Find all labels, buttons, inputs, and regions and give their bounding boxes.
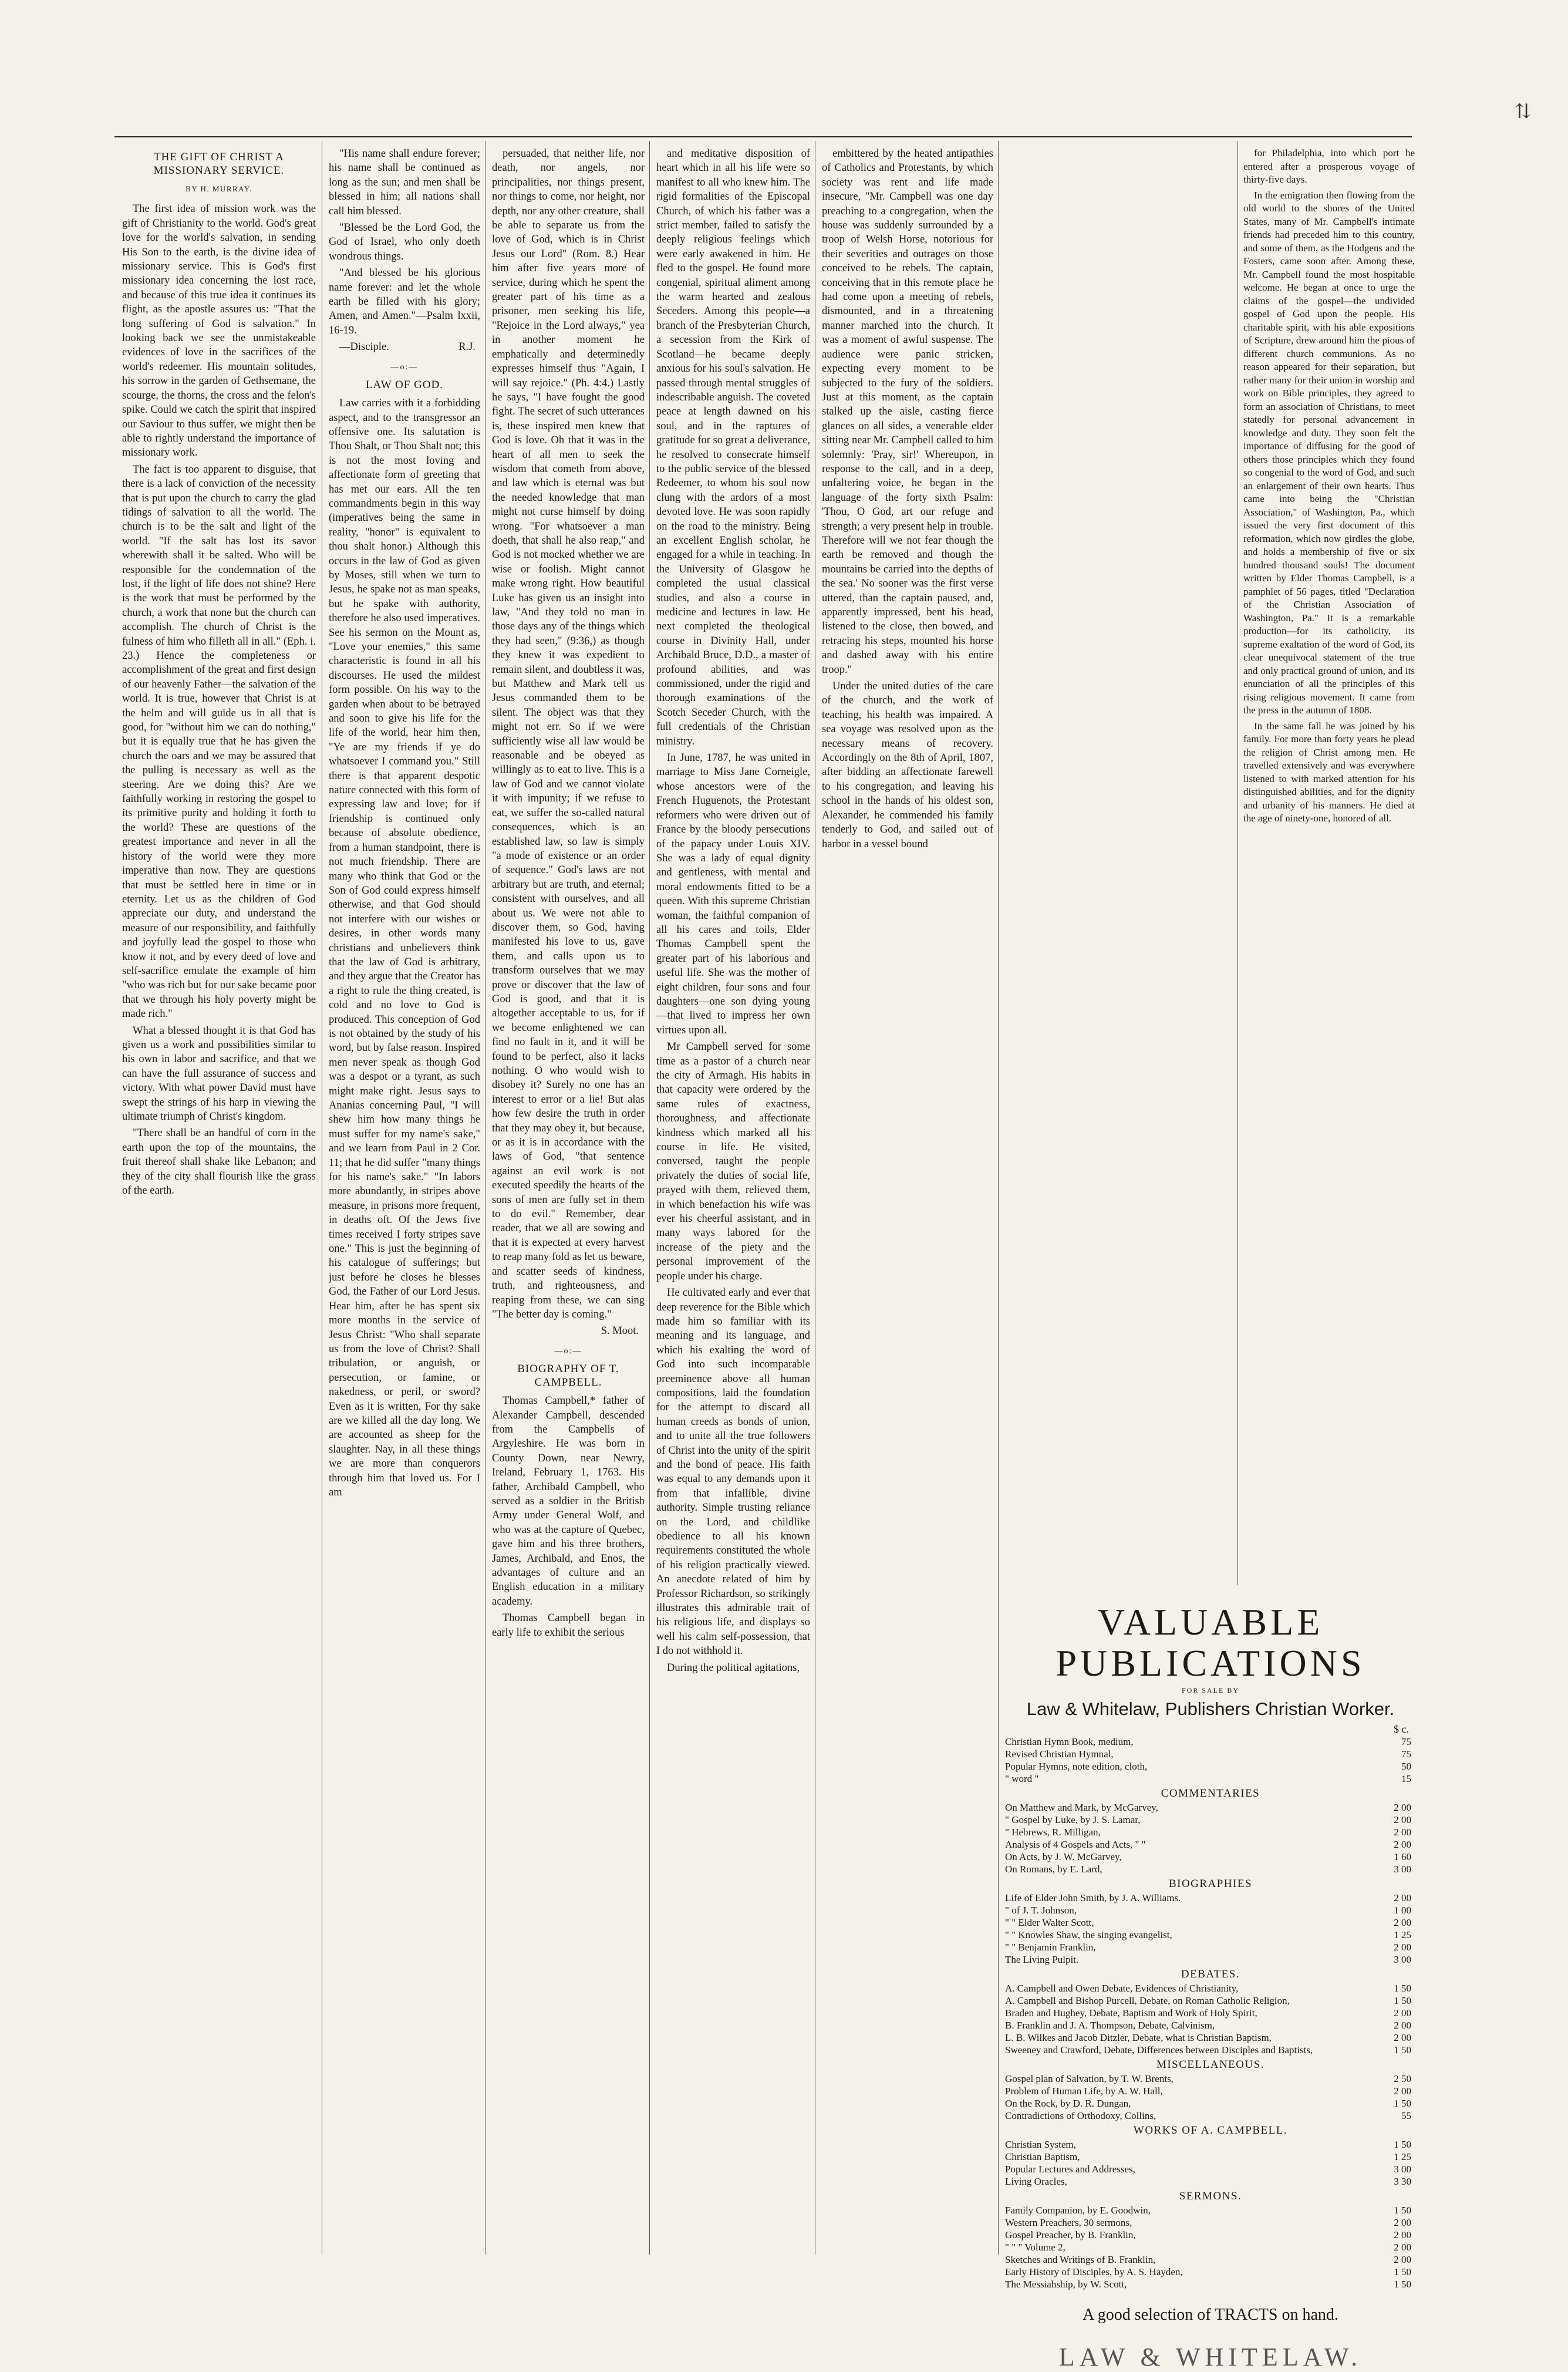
book-entry (1005, 1953, 1416, 1966)
book-entry (1005, 2097, 1416, 2110)
book-entry (1005, 2019, 1416, 2031)
book-price: 1 25 (1394, 2151, 1411, 2162)
book-title: Christian Hymn Book, medium, (1005, 1736, 1134, 1747)
paragraph: "And blessed be his glorious name forever: and let the whole earth be filled with his glory; Amen, and Amen."—Psalm lxxii, 16-19. (329, 267, 480, 336)
book-title: On Romans, by E. Lard, (1005, 1864, 1102, 1875)
column-divider (998, 141, 999, 2255)
paragraph: for Philadelphia, into which port he entered after a prosperous voyage of thirty-five days. (1243, 147, 1415, 185)
book-price: 2 00 (1394, 1814, 1411, 1825)
paragraph: "There shall be an handful of corn in the earth upon the top of the mountains, the fruit thereof shall shake like Lebanon; and they of the city shall flourish like the grass of the earth. (122, 1127, 316, 1197)
book-title: A. Campbell and Owen Debate, Evidences of Christianity, (1005, 1983, 1239, 1994)
book-list (1005, 1892, 1416, 1966)
book-price: 1 50 (1394, 2266, 1411, 2277)
book-entry (1005, 1748, 1416, 1760)
book-entry (1005, 2163, 1416, 2175)
book-title: Analysis of 4 Gospels and Acts, " " (1005, 1839, 1146, 1850)
signature: S. Moot. (601, 1325, 639, 1337)
column-6 (1243, 147, 1415, 1591)
book-title: Gospel Preacher, by B. Franklin, (1005, 2229, 1136, 2240)
book-price: 2 00 (1394, 1892, 1411, 1903)
ad-for-sale: FOR SALE BY (1181, 1686, 1239, 1694)
book-entry (1005, 2278, 1416, 2290)
section-separator: —o:— (554, 1346, 582, 1356)
book-entry (1005, 2216, 1416, 2229)
book-price: 2 00 (1394, 1942, 1411, 1953)
book-price: 75 (1401, 1736, 1411, 1747)
book-price: 2 00 (1394, 2217, 1411, 2228)
paragraph: He cultivated early and ever that deep reverence for the Bible which made him so familiar with its meaning and its language, and which his exalting the word of God into such incomparable preeminence above all human compositions, laid the foundation for the attempt to discard all human creeds as bonds of union, and to unite all the true followers of Christ into the unity of the spirit and the bond of peace. His faith was equal to any demands upon it from that infallible, divine authority. Simple trusting reliance on the Lord, and childlike obedience to all his known requirements constituted the whole of his religion practically viewed. An anecdote related of him by Professor Richardson, so strikingly illustrates this admirable trait of his religious life, and displays so well his calm self-possession, that I do not withhold it. (656, 1287, 810, 1657)
book-price: 55 (1401, 2110, 1411, 2121)
column-2 (329, 147, 480, 2237)
book-title: Problem of Human Life, by A. W. Hall, (1005, 2085, 1163, 2097)
book-title: Christian Baptism, (1005, 2151, 1080, 2162)
book-entry (1005, 1801, 1416, 1814)
book-entry (1005, 1904, 1416, 1916)
book-entry (1005, 1826, 1416, 1838)
ad-title: VALUABLE PUBLICATIONS (1056, 1601, 1365, 1684)
paragraph: "Blessed be the Lord God, the God of Israel, who only doeth wondrous things. (329, 222, 480, 262)
book-price: 2 50 (1394, 2073, 1411, 2084)
section-heading: SERMONS. (1179, 2190, 1242, 2202)
book-title: " " Elder Walter Scott, (1005, 1917, 1094, 1928)
paragraph: The first idea of mission work was the gift of Christianity to the world. God's great love for the world's salvation, in sending His Son to the earth, is the divine idea of missionary service. This is God's first missionary idea concerning the lost race, and because of this true idea it continues its flight, as the apostle assures us: "That the long suffering of God is salvation." In looking back we see the unmistakeable evidences of love in the sacrifices of the world's redeemer. His mountain solitudes, his sorrow in the garden of Gethsemane, the scourge, the thorns, the cross and the felon's spike. Could we catch the spirit that inspired our Saviour to thus suffer, we might then be able to rightly understand the importance of missionary work. (122, 203, 316, 459)
book-price: 1 25 (1394, 1929, 1411, 1940)
book-price: 2 00 (1394, 1839, 1411, 1850)
book-entry (1005, 1814, 1416, 1826)
book-entry (1005, 1929, 1416, 1941)
book-entry (1005, 2229, 1416, 2241)
column-divider (649, 141, 650, 2255)
book-price: 2 00 (1394, 2020, 1411, 2031)
book-entry (1005, 1851, 1416, 1863)
paragraph: During the political agitations, (667, 1662, 800, 1674)
book-price: 1 50 (1394, 2139, 1411, 2150)
book-title: Popular Lectures and Addresses, (1005, 2164, 1135, 2175)
section-separator: —o:— (390, 362, 419, 372)
paragraph: Thomas Campbell began in early life to exhibit the serious (492, 1612, 645, 1639)
book-price: 2 00 (1394, 1917, 1411, 1928)
paragraph: In the emigration then flowing from the old world to the shores of the United States, many of Mr. Campbell's intimate friends had preceded him to this country, and some of them, as the Hodgens and the Fosters, came soon after. Among these, Mr. Campbell found the most hospitable welcome. He began at once to urge the claims of the gospel—the undivided gospel of God upon the people. His charitable spirit, with his able expositions of Scripture, drew around him the pious of different church communions. As no reason appeared for their separation, but rather many for their union in worship and work on Bible principles, they agreed to form an association of Christians, to meet statedly for personal advancement in knowledge and duty. They soon felt the importance of diffusing for the good of others those principles which they found so congenial to the word of God, and such an enlargement of their own hearts. Thus came into being the "Christian Association," of Washington, Pa., which issued the very first document of this reformation, which now girdles the globe, and holds a membership of five or six hundred thousand souls! The document written by Elder Thomas Campbell, is a pamphlet of 56 pages, titled "Declaration of the Christian Association of Washington, Pa." It is a remarkable production—for its catholicity, its supreme exaltation of the word of God, its clear unequivocal statement of the true and only practical ground of union, and its enunciation of all the principles of this rising religious movement. It came from the press in the autumn of 1808. (1243, 189, 1415, 716)
article-title: LAW OF GOD. (365, 379, 444, 392)
column-3 (492, 147, 645, 2237)
book-entry (1005, 1863, 1416, 1875)
top-rule (114, 136, 1412, 137)
book-entry (1005, 2253, 1416, 2266)
book-title: On Matthew and Mark, by McGarvey, (1005, 1802, 1158, 1813)
column-5 (822, 147, 993, 1591)
book-entry (1005, 1773, 1416, 1785)
book-price: 2 00 (1394, 2229, 1411, 2240)
book-price: 1 50 (1394, 2279, 1411, 2290)
paragraph: Law carries with it a forbidding aspect, and to the transgressor an offensive one. Its salutation is Thou Shalt, or Thou Shalt not; this is not the most loving and affectionate form of greeting that has met our ears. All the ten commandments begin in this way (imperatives being the same in reality, "honor" is equivalent to thou shalt honor.) Although this occurs in the law of God as given by Moses, still when we turn to Jesus, he spake not as man speaks, but he spake with authority, therefore he also used imperatives. See his sermon on the Mount as, "Love your enemies," this same characteristic is found in all his discourses. He used the mildest form possible. On his way to the garden when about to be betrayed and soon to give his life for the life of the world, hear him then, "Ye are my friends if ye do whatsoever I command you." Still there is that apparent despotic nature connected with this form of expressing law and love; for if friendship is continued only because of absolute obedience, from a human standpoint, there is not much friendship. There are many who think that God or the Son of God could express himself otherwise, and that God should not interfere with our wishes or desires, in other words many christians and unbelievers think that the law of God is arbitrary, and they argue that the Creator has a right to rule the thing created, is cold and no love to God is produced. This conception of God is not obtained by the study of his word, but by false reason. Inspired men never speak as though God was a despot or a tyrant, as such might make right. Jesus says to Ananias concerning Paul, "I will shew him how many things he must suffer for my name's sake," and we learn from Paul in 2 Cor. 11; that he did suffer "many things for his name's sake." "In labors more abundantly, in stripes above measure, in prisons more frequent, in deaths oft. Of the Jews five times received I forty stripes save one." This is just the beginning of his catalogue of sufferings; but just before he closes he blesses God, the Father of our Lord Jesus. Hear him, after he has spent six more months in the service of Jesus Christ: "Who shall separate us from the love of Christ? Shall tribulation, or anguish, or persecution, or famine, or nakedness, or peril, or sword? Even as it is written, For thy sake are we killed all the day long. We are accounted as sheep for the slaughter. Nay, in all these things we are more than conquerors through him that loved us. For I am (329, 397, 480, 1498)
section-heading: WORKS OF A. CAMPBELL. (1133, 2124, 1288, 2137)
column-4 (656, 147, 810, 2237)
book-entry (1005, 1916, 1416, 1929)
author-initials: R.J. (458, 341, 476, 353)
paragraph: and meditative disposition of heart which in all his life were so manifest to all who knew him. The rigid formalities of the Episcopal Church, of which his father was a strict member, failed to satisfy the deeply religious feelings which were early awakened in him. He fled to the gospel. He found more congenial, spiritual aliment among the warm hearted and zealous Seceders. Among this people—a branch of the Presbyterian Church, a secession from the Kirk of Scotland—he became deeply anxious for his soul's salvation. He passed through mental struggles of indescribable anguish. The coveted peace at length dawned on his soul, and in the raptures of gratitude for so great a deliverance, he resolved to consecrate himself to the public service of the blessed Redeemer, to whom his soul now clung with the ardors of a most devoted love. He was soon rapidly on the road to the ministry. Being an excellent English scholar, he engaged for a while in teaching. In the University of Glasgow he completed the usual classical studies, and also a course in medicine and lectures in law. He next completed the theological course in Divinity Hall, under Archibald Bruce, D.D., a master of profound abilities, and was commissioned, under the rigid and thorough examinations of the Scotch Seceder Church, with the full credentials of the Christian ministry. (656, 148, 810, 747)
book-title: L. B. Wilkes and Jacob Ditzler, Debate, what is Christian Baptism, (1005, 2032, 1272, 2043)
book-price: 1 50 (1394, 1995, 1411, 2006)
column-divider (1237, 141, 1238, 1585)
book-price: 3 30 (1394, 2176, 1411, 2187)
paragraph: "His name shall endure forever; his name shall be continued as long as the sun; and men shall be blessed in him; all nations shall call him blessed. (329, 148, 480, 217)
article-title: BIOGRAPHY OF T. CAMPBELL. (517, 1363, 619, 1389)
tracts-notice: A good selection of TRACTS on hand. (1083, 2306, 1338, 2324)
book-price: 1 50 (1394, 2205, 1411, 2216)
book-entry (1005, 2110, 1416, 2122)
book-title: " " Benjamin Franklin, (1005, 1942, 1096, 1953)
book-title: " word " (1005, 1773, 1039, 1784)
book-price: 75 (1401, 1748, 1411, 1760)
book-price: 2 00 (1394, 2032, 1411, 2043)
article-title: THE GIFT OF CHRIST A MISSIONARY SERVICE. (153, 151, 285, 177)
book-price: 50 (1401, 1761, 1411, 1772)
book-entry (1005, 2031, 1416, 2044)
book-entry (1005, 2266, 1416, 2278)
book-price: 2 00 (1394, 2085, 1411, 2097)
book-entry (1005, 2073, 1416, 2085)
book-entry (1005, 2085, 1416, 2097)
paragraph: Thomas Campbell,* father of Alexander Campbell, descended from the Campbells of Argyleshire. He was born in County Down, near Newry, Ireland, February 1, 1763. His father, Archibald Campbell, who served as a soldier in the British Army under General Wolf, and who was at the capture of Quebec, gave him and his three brothers, James, Archibald, and Enos, the advantages of culture and an English education in a military academy. (492, 1395, 645, 1608)
source-credit: —Disciple. (339, 341, 389, 353)
book-title: On Acts, by J. W. McGarvey, (1005, 1851, 1122, 1862)
book-price: 1 50 (1394, 1983, 1411, 1994)
book-price: 2 00 (1394, 2007, 1411, 2019)
book-price: 1 50 (1394, 2044, 1411, 2056)
book-list (1005, 2073, 1416, 2122)
book-title: " " " Volume 2, (1005, 2242, 1065, 2253)
book-title: Life of Elder John Smith, by J. A. Williams. (1005, 1892, 1181, 1903)
book-title: Living Oracles, (1005, 2176, 1067, 2187)
book-price: 3 00 (1394, 1954, 1411, 1965)
byline: BY H. MURRAY. (186, 184, 252, 193)
book-price: 1 60 (1394, 1851, 1411, 1862)
book-list (1005, 2138, 1416, 2188)
book-title: Family Companion, by E. Goodwin, (1005, 2205, 1151, 2216)
book-price: 2 00 (1394, 2254, 1411, 2265)
book-title: Western Preachers, 30 sermons, (1005, 2217, 1132, 2228)
section-heading: MISCELLANEOUS. (1156, 2058, 1265, 2071)
book-entry (1005, 1982, 1416, 1994)
book-title: Sweeney and Crawford, Debate, Differences between Disciples and Baptists, (1005, 2044, 1313, 2056)
book-title: The Living Pulpit. (1005, 1954, 1079, 1965)
book-title: Gospel plan of Salvation, by T. W. Brents, (1005, 2073, 1174, 2084)
section-heading: DEBATES. (1181, 1968, 1240, 1980)
book-list (1005, 2204, 1416, 2290)
book-entry (1005, 1994, 1416, 2007)
book-title: Revised Christian Hymnal, (1005, 1748, 1114, 1760)
book-entry (1005, 2007, 1416, 2019)
book-price: 2 00 (1394, 1827, 1411, 1838)
book-title: Contradictions of Orthodoxy, Collins, (1005, 2110, 1156, 2121)
book-entry (1005, 1760, 1416, 1773)
paragraph: persuaded, that neither life, nor death, nor angels, nor principalities, nor things present, nor things to come, nor height, nor depth, nor any other creature, shall be able to separate us from the love of God, which is in Christ Jesus our Lord" (Rom. 8.) Hear him after five years more of service, during which he spent the greater part of his time as a prisoner, men seeking his life, "Rejoice in the Lord always," yea in another moment he emphatically and determinedly expresses himself thus "Again, I will say rejoice." (Ph. 4:4.) Lastly he says, "I have fought the good fight. The secret of such utterances is, these inspired men knew that God is love. Oh that it was in the heart of all men to seek the wisdom that cometh from above, and law which is eternal was but the needed knowledge that man might not curse himself by doing wrong. "For whatsoever a man doeth, that shall he also reap," and God is not mocked whether we are wise or foolish. Might cannot make wrong right. How beautiful Luke has given us an insight into law, "And they told no man in those days any of the things which they had seen," (9:36,) as though they knew it was expedient to remain silent, and doubtless it was, but Matthew and Mark tell us Jesus commanded them to be silent. The object was that they might not err. So if we were sufficiently wise all law would be reasonable and be obeyed as willingly as to eat to live. This is a law of God and we cannot violate it with impunity; if we refuse to eat, we suffer the so-called natural consequences, which is an established law, so law is simply "a mode of existence or an order of sequence." God's laws are not arbitrary but are truth, and eternal; consistent with ourselves, and all about us. We were not able to discover them, so God, having manifested his love to us, gave them, and calls upon us to transform ourselves that we may prove or discover that the law of God is good, and that it is altogether acceptable to us, for if we become enlightened we can find no fault in it, and it will be found to be perfect, also it lacks nothing. O who would wish to disobey it? Surely no one has an interest to error or a lie! But alas how few desire the truth in order that they may obey it, but because, or as it is in accordance with the laws of God, "that sentence against an evil work is not executed speedily the hearts of the sons of men are fully set in them to do evil." Remember, dear reader, that we all are sowing and that it is expected at every harvest to reap many fold as let us beware, and scatter seeds of kindness, truth, and righteousness, and reaping from these, we can sing "The better day is coming." (492, 148, 645, 1320)
book-title: On the Rock, by D. R. Dungan, (1005, 2098, 1131, 2109)
section-heading: BIOGRAPHIES (1168, 1878, 1253, 1890)
book-list (1005, 1801, 1416, 1875)
price-header: $ c. (1394, 1723, 1409, 1735)
book-title: B. Franklin and J. A. Thompson, Debate, Calvinism, (1005, 2020, 1215, 2031)
book-price: 15 (1401, 1773, 1411, 1784)
ad-signature: LAW & WHITELAW. (1058, 2343, 1363, 2371)
book-list (1005, 1982, 1416, 2056)
paragraph: Under the united duties of the care of the church, and the work of teaching, his health was impaired. A sea voyage was resolved upon as the necessary means of recovery. Accordingly on the 8th of April, 1807, after bidding an affectionate farewell to his congregation, and leaving his school in the hands of his oldest son, Alexander, he commended his family tenderly to God, and sailed out of harbor in a vessel bound (822, 680, 993, 850)
paragraph: The fact is too apparent to disguise, that there is a lack of conviction of the necessity that is put upon the church to carry the glad tidings of salvation to all the world. The church is to be the salt and light of the world. "If the salt has lost its savor wherewith shall it be salted. Who will be responsible for the condemnation of the lost, if the light of life does not shine? Here is the work that must be performed by the church, a work that none but the church can accomplish. The church of Christ is the fulness of him who filleth all in all." (Eph. i. 23.) Hence the completeness or accomplishment of the great and first design of our heavenly Father—the salvation of the world. It is true, however that Christ is at the helm and will guide us in all that is good, for "without him we can do nothing," but it is equally true that he has given the church the oars and we may be assured that the pulling is necessary as well as the steering. Are we doing this? Are we faithfully working in restoring the gospel to its primitive purity and holding it forth to the world? These are questions of the greatest importance and never in all the history of the world were they more imperative than now. They are questions that must be settled here in time or in eternity. Let us as the children of God appreciate our duty, and understand the measure of our responsibility, and faithfully and joyfully lead the gospel to those who know it not, and by every deed of love and self-sacrifice emulate the example of him "who was rich but for our sake became poor that we through his holy poverty might be made rich." (122, 463, 316, 1020)
book-entry (1005, 2241, 1416, 2253)
paragraph: In the same fall he was joined by his family. For more than forty years he plead the religion of Christ among men. He travelled extensively and was everywhere listened to with marked attention for his distinguished abilities, and for the dignity and urbanity of his manners. He died at the age of ninety-one, honored of all. (1243, 720, 1415, 824)
book-title: " Hebrews, R. Milligan, (1005, 1827, 1101, 1838)
column-1 (122, 147, 316, 2237)
book-title: " Gospel by Luke, by J. S. Lamar, (1005, 1814, 1141, 1825)
book-title: A. Campbell and Bishop Purcell, Debate, on Roman Catholic Religion, (1005, 1995, 1290, 2006)
book-title: Braden and Hughey, Debate, Baptism and Work of Holy Spirit, (1005, 2007, 1257, 2019)
book-title: " of J. T. Johnson, (1005, 1905, 1077, 1916)
book-entry (1005, 1892, 1416, 1904)
paragraph: In June, 1787, he was united in marriage to Miss Jane Corneigle, whose ancestors were of the French Huguenots, the Protestant reformers who were driven out of France by the bloody persecutions of the papacy under Louis XIV. She was a lady of equal dignity and gentleness, with mental and moral endowments fitted to be a queen. With this supreme Christian woman, the faithful companion of all his cares and toils, Elder Thomas Campbell spent the greater part of his laborious and useful life. She was the mother of eight children, four sons and four daughters—one son dying young—that lived to impress her own virtues upon all. (656, 752, 810, 1036)
book-entry (1005, 2151, 1416, 2163)
book-price: 3 00 (1394, 1864, 1411, 1875)
book-price: 2 00 (1394, 2242, 1411, 2253)
book-entry (1005, 1838, 1416, 1851)
book-list (1005, 1736, 1416, 1785)
book-price: 3 00 (1394, 2164, 1411, 2175)
book-title: Sketches and Writings of B. Franklin, (1005, 2254, 1156, 2265)
margin-mark: ⇅ (1515, 101, 1532, 123)
paragraph: What a blessed thought it is that God has given us a work and possibilities similar to his own in labor and sacrifice, and that we can have the full assurance of success and victory. With what power David must have swept the strings of his harp in viewing the ultimate triumph of Christ's kingdom. (122, 1025, 316, 1123)
book-entry (1005, 2138, 1416, 2151)
book-price: 1 50 (1394, 2098, 1411, 2109)
paragraph: embittered by the heated antipathies of Catholics and Protestants, by which society was rent and life made insecure, "Mr. Campbell was one day preaching to a congregation, when the house was suddenly surrounded by a troop of Welsh Horse, notorious for their severities and outrages on those conceived to be rebels. The captain, conceiving that in this remote place he had come upon a meeting of rebels, dismounted, and in a threatening manner marched into the church. It was a moment of awful suspense. The audience were panic stricken, expecting every moment to be subjected to the fury of the soldiers. Just at this moment, as the captain stalked up the aisle, casting fierce glances on all sides, a venerable elder sitting near Mr. Campbell called to him solemnly: 'Pray, sir!' Whereupon, in response to the call, and in a deep, unfaltering voice, he began in the language of the forty sixth Psalm: 'Thou, O God, art our refuge and strength; a very present help in trouble. Therefore will we not fear though the earth be removed and though the mountains be carried into the depths of the sea.' No sooner was the first verse uttered, than the captain paused, and, apparently impressed, bent his head, listened to the close, then bowed, and retracing his steps, mounted his horse and dashed away with his entire troop." (822, 148, 993, 676)
book-title: Christian System, (1005, 2139, 1076, 2150)
book-entry (1005, 1941, 1416, 1953)
book-title: " " Knowles Shaw, the singing evangelist, (1005, 1929, 1172, 1940)
publications-advertisement (1005, 1601, 1416, 2371)
book-entry (1005, 2175, 1416, 2188)
section-heading: COMMENTARIES (1161, 1787, 1260, 1800)
paragraph: Mr Campbell served for some time as a pastor of a church near the city of Armagh. His habits in that capacity were ordered by the same rules of exactness, thoroughness, and affectionate kindness which marked all his course in life. He visited, conversed, taught the people privately the duties of social life, prayed with them, relieved them, in which benefaction his wife was ever his cheerful assistant, and in many ways labored for the increase of the piety and the personal improvement of the people under his charge. (656, 1041, 810, 1282)
book-price: 2 00 (1394, 1802, 1411, 1813)
book-title: Early History of Disciples, by A. S. Hayden, (1005, 2266, 1183, 2277)
ad-publisher: Law & Whitelaw, Publishers Christian Worker. (1026, 1699, 1395, 1719)
book-title: The Messiahship, by W. Scott, (1005, 2279, 1127, 2290)
book-price: 1 00 (1394, 1905, 1411, 1916)
book-entry (1005, 1736, 1416, 1748)
book-entry (1005, 2044, 1416, 2056)
book-entry (1005, 2204, 1416, 2216)
book-title: Popular Hymns, note edition, cloth, (1005, 1761, 1148, 1772)
